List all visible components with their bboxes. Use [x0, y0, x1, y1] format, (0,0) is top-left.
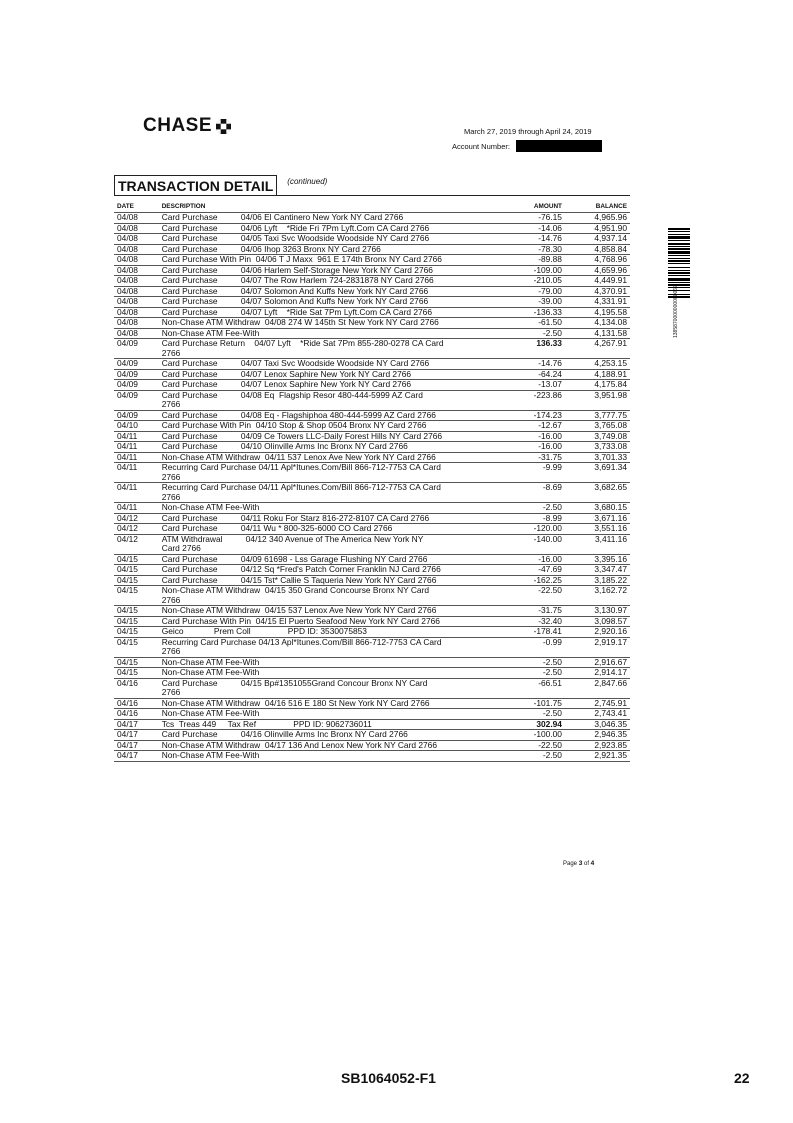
cell-balance: 4,858.84 — [565, 244, 630, 255]
cell-balance: 2,914.17 — [565, 668, 630, 679]
table-row — [114, 668, 630, 679]
cell-balance: 2,847.66 — [565, 678, 630, 698]
cell-amount: -12.67 — [500, 421, 565, 432]
cell-balance: 4,659.96 — [565, 265, 630, 276]
cell-balance: 2,916.67 — [565, 657, 630, 668]
cell-amount: -14.76 — [500, 234, 565, 245]
cell-balance: 2,946.35 — [565, 730, 630, 741]
cell-balance: 3,749.08 — [565, 431, 630, 442]
table-row — [114, 575, 630, 586]
page-current: 3 — [578, 860, 583, 867]
cell-amount: -8.99 — [500, 513, 565, 524]
cell-description: Card Purchase 04/07 Lyft *Ride Sat 7Pm Lyft.Com CA Card 2766 — [159, 307, 500, 318]
header-balance: BALANCE — [595, 203, 627, 210]
page-total: 4 — [590, 860, 595, 867]
cell-amount: -162.25 — [500, 575, 565, 586]
table-row — [114, 534, 630, 554]
table-row — [114, 483, 630, 503]
table-row — [114, 524, 630, 535]
cell-date: 04/15 — [114, 616, 159, 627]
cell-description: Non-Chase ATM Fee-With — [159, 328, 500, 339]
cell-amount: -174.23 — [500, 410, 565, 421]
table-row — [114, 359, 630, 370]
cell-balance: 3,733.08 — [565, 442, 630, 453]
cell-date: 04/17 — [114, 751, 159, 762]
cell-description: Tcs Treas 449 Tax Ref PPD ID: 9062736011 — [159, 719, 500, 730]
cell-date: 04/16 — [114, 698, 159, 709]
table-row — [114, 339, 630, 359]
cell-balance: 4,253.15 — [565, 359, 630, 370]
table-row — [114, 698, 630, 709]
cell-amount: -9.99 — [500, 463, 565, 483]
cell-date: 04/08 — [114, 213, 159, 224]
cell-balance: 2,923.85 — [565, 740, 630, 751]
cell-description: Card Purchase 04/10 Olinville Arms Inc Bronx NY Card 2766 — [159, 442, 500, 453]
page-of: of — [583, 861, 589, 867]
cell-amount: -78.30 — [500, 244, 565, 255]
cell-balance: 3,671.16 — [565, 513, 630, 524]
cell-description: Card Purchase With Pin 04/06 T J Maxx 961 E 174th Bronx NY Card 2766 — [159, 255, 500, 266]
cell-date: 04/11 — [114, 463, 159, 483]
table-row — [114, 565, 630, 576]
cell-balance: 3,551.16 — [565, 524, 630, 535]
cell-date: 04/08 — [114, 244, 159, 255]
cell-date: 04/12 — [114, 524, 159, 535]
cell-description: Non-Chase ATM Withdraw 04/17 136 And Lenox New York NY Card 2766 — [159, 740, 500, 751]
cell-balance: 4,951.90 — [565, 223, 630, 234]
account-number-row — [452, 140, 602, 152]
table-row — [114, 657, 630, 668]
table-row — [114, 307, 630, 318]
table-row — [114, 297, 630, 308]
cell-date: 04/08 — [114, 328, 159, 339]
cell-balance: 2,745.91 — [565, 698, 630, 709]
table-row — [114, 709, 630, 720]
cell-amount: -223.86 — [500, 390, 565, 410]
cell-date: 04/15 — [114, 565, 159, 576]
cell-description: Card Purchase 04/08 Eq - Flagshiphoa 480-444-5999 AZ Card 2766 — [159, 410, 500, 421]
cell-description: Card Purchase 04/07 Solomon And Kuffs New York NY Card 2766 — [159, 286, 500, 297]
cell-balance: 3,046.35 — [565, 719, 630, 730]
cell-balance: 3,130.97 — [565, 606, 630, 617]
cell-description: Card Purchase 04/11 Wu * 800-325-6000 CO Card 2766 — [159, 524, 500, 535]
cell-balance: 4,768.96 — [565, 255, 630, 266]
continued-note: (continued) — [287, 177, 328, 186]
cell-description: Recurring Card Purchase 04/13 Apl*Itunes.Com/Bill 866-712-7753 CA Card 2766 — [159, 637, 500, 657]
table-row — [114, 554, 630, 565]
barcode-graphic — [668, 228, 690, 333]
cell-description: Card Purchase 04/07 Lenox Saphire New York NY Card 2766 — [159, 380, 500, 391]
cell-description: Non-Chase ATM Withdraw 04/08 274 W 145th St New York NY Card 2766 — [159, 318, 500, 329]
cell-description: Card Purchase 04/06 Harlem Self-Storage New York NY Card 2766 — [159, 265, 500, 276]
cell-description: Card Purchase 04/07 The Row Harlem 724-2831878 NY Card 2766 — [159, 276, 500, 287]
cell-date: 04/12 — [114, 534, 159, 554]
table-row — [114, 637, 630, 657]
section-title-row — [114, 175, 630, 196]
cell-description: Card Purchase 04/11 Roku For Starz 816-272-8107 CA Card 2766 — [159, 513, 500, 524]
cell-date: 04/11 — [114, 452, 159, 463]
table-row — [114, 421, 630, 432]
table-row — [114, 730, 630, 741]
cell-amount: 136.33 — [500, 339, 565, 359]
table-row — [114, 255, 630, 266]
cell-date: 04/08 — [114, 297, 159, 308]
cell-amount: -2.50 — [500, 328, 565, 339]
table-row — [114, 234, 630, 245]
table-row — [114, 276, 630, 287]
cell-balance: 3,162.72 — [565, 586, 630, 606]
cell-description: Non-Chase ATM Withdraw 04/11 537 Lenox Ave New York NY Card 2766 — [159, 452, 500, 463]
cell-balance: 3,765.08 — [565, 421, 630, 432]
cell-amount: -2.50 — [500, 709, 565, 720]
cell-date: 04/16 — [114, 709, 159, 720]
cell-description: Card Purchase 04/07 Taxi Svc Woodside Woodside NY Card 2766 — [159, 359, 500, 370]
cell-balance: 3,777.75 — [565, 410, 630, 421]
cell-balance: 4,370.91 — [565, 286, 630, 297]
cell-date: 04/09 — [114, 359, 159, 370]
cell-date: 04/08 — [114, 223, 159, 234]
cell-amount: -2.50 — [500, 751, 565, 762]
cell-description: Card Purchase 04/15 Tst* Callie S Taqueria New York NY Card 2766 — [159, 575, 500, 586]
cell-amount: -22.50 — [500, 586, 565, 606]
cell-balance: 4,331.91 — [565, 297, 630, 308]
cell-amount: -61.50 — [500, 318, 565, 329]
table-row — [114, 390, 630, 410]
redacted-account-number — [516, 140, 602, 152]
cell-balance: 4,195.58 — [565, 307, 630, 318]
cell-amount: -2.50 — [500, 503, 565, 514]
cell-amount: -31.75 — [500, 452, 565, 463]
cell-date: 04/08 — [114, 276, 159, 287]
cell-date: 04/15 — [114, 657, 159, 668]
cell-amount: -16.00 — [500, 431, 565, 442]
cell-description: Card Purchase With Pin 04/10 Stop & Shop 0504 Bronx NY Card 2766 — [159, 421, 500, 432]
cell-date: 04/10 — [114, 421, 159, 432]
cell-balance: 3,682.65 — [565, 483, 630, 503]
cell-amount: -39.00 — [500, 297, 565, 308]
cell-balance: 3,691.34 — [565, 463, 630, 483]
cell-description: Non-Chase ATM Withdraw 04/15 537 Lenox Ave New York NY Card 2766 — [159, 606, 500, 617]
cell-amount: -109.00 — [500, 265, 565, 276]
cell-description: Card Purchase 04/07 Solomon And Kuffs New York NY Card 2766 — [159, 297, 500, 308]
chase-octagon-icon — [216, 119, 231, 134]
table-row — [114, 286, 630, 297]
table-row — [114, 463, 630, 483]
cell-amount: -101.75 — [500, 698, 565, 709]
cell-description: Card Purchase 04/06 Lyft *Ride Fri 7Pm Lyft.Com CA Card 2766 — [159, 223, 500, 234]
cell-amount: -66.51 — [500, 678, 565, 698]
cell-balance: 3,951.98 — [565, 390, 630, 410]
chase-logo — [143, 115, 231, 137]
cell-amount: -89.88 — [500, 255, 565, 266]
cell-balance: 3,185.22 — [565, 575, 630, 586]
table-row — [114, 244, 630, 255]
table-row — [114, 586, 630, 606]
cell-date: 04/17 — [114, 740, 159, 751]
cell-description: Card Purchase 04/08 Eq Flagship Resor 480-444-5999 AZ Card 2766 — [159, 390, 500, 410]
table-row — [114, 627, 630, 638]
cell-description: Geico Prem Coll PPD ID: 3530075853 — [159, 627, 500, 638]
cell-amount: -140.00 — [500, 534, 565, 554]
cell-description: Card Purchase 04/09 61698 - Lss Garage Flushing NY Card 2766 — [159, 554, 500, 565]
cell-date: 04/15 — [114, 606, 159, 617]
table-row — [114, 410, 630, 421]
cell-amount: -16.00 — [500, 442, 565, 453]
cell-amount: -178.41 — [500, 627, 565, 638]
cell-balance: 3,680.15 — [565, 503, 630, 514]
cell-date: 04/08 — [114, 286, 159, 297]
cell-amount: -22.50 — [500, 740, 565, 751]
cell-date: 04/16 — [114, 678, 159, 698]
cell-description: Card Purchase 04/06 Ihop 3263 Bronx NY Card 2766 — [159, 244, 500, 255]
cell-balance: 4,134.08 — [565, 318, 630, 329]
table-row — [114, 318, 630, 329]
table-row — [114, 503, 630, 514]
cell-balance: 4,131.58 — [565, 328, 630, 339]
cell-description: Non-Chase ATM Withdraw 04/16 516 E 180 St New York NY Card 2766 — [159, 698, 500, 709]
section-title: TRANSACTION DETAIL — [114, 175, 277, 195]
cell-date: 04/09 — [114, 339, 159, 359]
cell-amount: -2.50 — [500, 657, 565, 668]
cell-balance: 4,937.14 — [565, 234, 630, 245]
table-row — [114, 606, 630, 617]
table-row — [114, 328, 630, 339]
table-header-row — [114, 202, 630, 213]
cell-date: 04/08 — [114, 307, 159, 318]
table-row — [114, 513, 630, 524]
transaction-detail-section — [114, 175, 630, 762]
cell-amount: -14.06 — [500, 223, 565, 234]
header-amount: AMOUNT — [533, 203, 562, 210]
cell-date: 04/09 — [114, 369, 159, 380]
cell-description: Card Purchase 04/16 Olinville Arms Inc Bronx NY Card 2766 — [159, 730, 500, 741]
cell-balance: 2,920.16 — [565, 627, 630, 638]
table-row — [114, 616, 630, 627]
cell-amount: -13.07 — [500, 380, 565, 391]
cell-date: 04/11 — [114, 503, 159, 514]
cell-description: Card Purchase With Pin 04/15 El Puerto Seafood New York NY Card 2766 — [159, 616, 500, 627]
cell-description: Card Purchase 04/15 Bp#1351055Grand Concour Bronx NY Card 2766 — [159, 678, 500, 698]
cell-balance: 3,347.47 — [565, 565, 630, 576]
header-description: DESCRIPTION — [161, 203, 206, 210]
brand-name: CHASE — [143, 115, 213, 136]
cell-date: 04/17 — [114, 730, 159, 741]
cell-amount: -120.00 — [500, 524, 565, 535]
cell-amount: 302.94 — [500, 719, 565, 730]
account-number-label: Account Number: — [452, 141, 510, 151]
cell-date: 04/11 — [114, 483, 159, 503]
cell-balance: 4,188.91 — [565, 369, 630, 380]
cell-balance: 3,411.16 — [565, 534, 630, 554]
cell-date: 04/15 — [114, 586, 159, 606]
table-row — [114, 265, 630, 276]
cell-description: Non-Chase ATM Fee-With — [159, 503, 500, 514]
cell-amount: -0.99 — [500, 637, 565, 657]
cell-amount: -47.69 — [500, 565, 565, 576]
cell-description: Non-Chase ATM Fee-With — [159, 751, 500, 762]
cell-balance: 4,267.91 — [565, 339, 630, 359]
cell-amount: -64.24 — [500, 369, 565, 380]
table-row — [114, 442, 630, 453]
cell-date: 04/08 — [114, 234, 159, 245]
cell-amount: -79.00 — [500, 286, 565, 297]
table-row — [114, 678, 630, 698]
cell-description: Non-Chase ATM Withdraw 04/15 350 Grand Concourse Bronx NY Card 2766 — [159, 586, 500, 606]
cell-amount: -14.76 — [500, 359, 565, 370]
table-row — [114, 431, 630, 442]
cell-balance: 4,175.84 — [565, 380, 630, 391]
cell-amount: -136.33 — [500, 307, 565, 318]
transaction-rows — [114, 213, 630, 762]
header-date: DATE — [117, 203, 134, 210]
cell-description: Non-Chase ATM Fee-With — [159, 668, 500, 679]
cell-amount: -210.05 — [500, 276, 565, 287]
cell-date: 04/09 — [114, 390, 159, 410]
barcode-number: 1385870000000000062 — [673, 285, 679, 338]
transaction-table — [114, 202, 630, 762]
table-row — [114, 223, 630, 234]
cell-balance: 4,965.96 — [565, 213, 630, 224]
cell-balance: 2,921.35 — [565, 751, 630, 762]
cell-date: 04/09 — [114, 380, 159, 391]
cell-balance: 3,701.33 — [565, 452, 630, 463]
cell-amount: -31.75 — [500, 606, 565, 617]
footer-document-id: SB1064052-F1 — [341, 1070, 436, 1086]
table-row — [114, 740, 630, 751]
cell-date: 04/15 — [114, 668, 159, 679]
cell-date: 04/15 — [114, 637, 159, 657]
cell-amount: -100.00 — [500, 730, 565, 741]
cell-amount: -32.40 — [500, 616, 565, 627]
cell-description: ATM Withdrawal 04/12 340 Avenue of The America New York NY Card 2766 — [159, 534, 500, 554]
cell-description: Card Purchase 04/09 Ce Towers LLC-Daily Forest Hills NY Card 2766 — [159, 431, 500, 442]
cell-date: 04/15 — [114, 575, 159, 586]
cell-amount: -76.15 — [500, 213, 565, 224]
cell-balance: 4,449.91 — [565, 276, 630, 287]
cell-date: 04/09 — [114, 410, 159, 421]
cell-balance: 2,743.41 — [565, 709, 630, 720]
table-row — [114, 369, 630, 380]
cell-description: Card Purchase 04/06 El Cantinero New York NY Card 2766 — [159, 213, 500, 224]
table-row — [114, 213, 630, 224]
table-row — [114, 452, 630, 463]
page-indicator — [563, 860, 594, 867]
cell-date: 04/11 — [114, 442, 159, 453]
cell-date: 04/15 — [114, 554, 159, 565]
cell-date: 04/11 — [114, 431, 159, 442]
cell-date: 04/15 — [114, 627, 159, 638]
cell-date: 04/08 — [114, 318, 159, 329]
cell-description: Recurring Card Purchase 04/11 Apl*Itunes.Com/Bill 866-712-7753 CA Card 2766 — [159, 483, 500, 503]
table-row — [114, 380, 630, 391]
table-row — [114, 719, 630, 730]
cell-description: Non-Chase ATM Fee-With — [159, 657, 500, 668]
cell-amount: -8.69 — [500, 483, 565, 503]
cell-date: 04/08 — [114, 265, 159, 276]
page-prefix: Page — [563, 861, 578, 867]
statement-period: March 27, 2019 through April 24, 2019 — [464, 127, 592, 136]
table-row — [114, 751, 630, 762]
cell-description: Card Purchase 04/12 Sq *Fred's Patch Corner Franklin NJ Card 2766 — [159, 565, 500, 576]
cell-amount: -2.50 — [500, 668, 565, 679]
cell-description: Card Purchase 04/07 Lenox Saphire New York NY Card 2766 — [159, 369, 500, 380]
cell-date: 04/12 — [114, 513, 159, 524]
cell-date: 04/08 — [114, 255, 159, 266]
cell-date: 04/17 — [114, 719, 159, 730]
cell-description: Non-Chase ATM Fee-With — [159, 709, 500, 720]
cell-amount: -16.00 — [500, 554, 565, 565]
cell-description: Recurring Card Purchase 04/11 Apl*Itunes.Com/Bill 866-712-7753 CA Card 2766 — [159, 463, 500, 483]
footer-page-number: 22 — [734, 1070, 750, 1086]
cell-balance: 3,098.57 — [565, 616, 630, 627]
cell-balance: 3,395.16 — [565, 554, 630, 565]
cell-balance: 2,919.17 — [565, 637, 630, 657]
cell-description: Card Purchase Return 04/07 Lyft *Ride Sat 7Pm 855-280-0278 CA Card 2766 — [159, 339, 500, 359]
cell-description: Card Purchase 04/05 Taxi Svc Woodside Woodside NY Card 2766 — [159, 234, 500, 245]
